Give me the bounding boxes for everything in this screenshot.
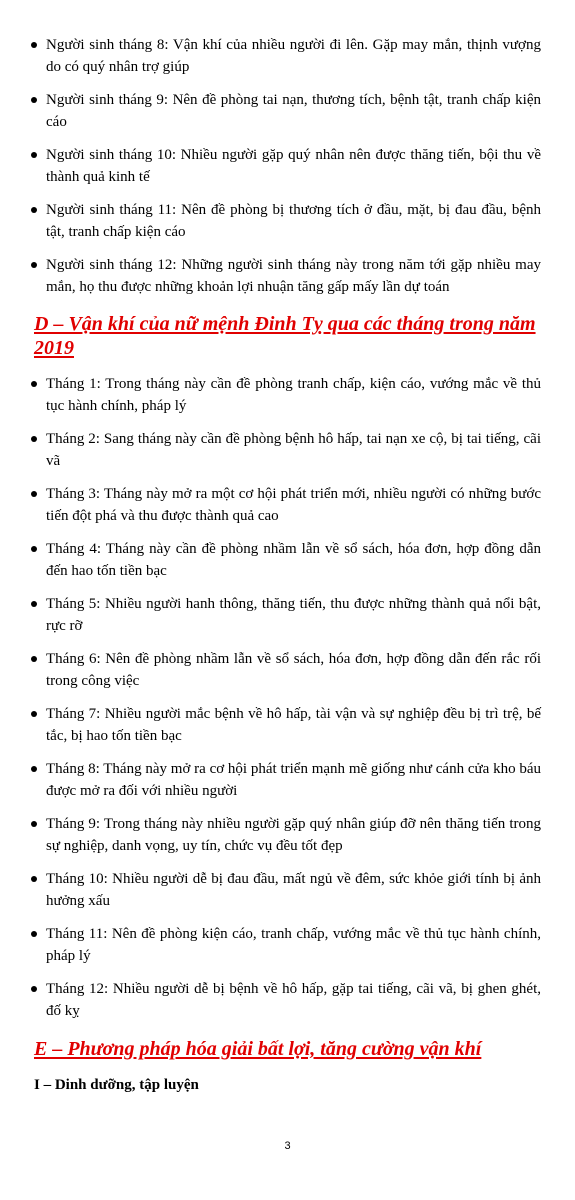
list-item [0,538,575,582]
list-item-text: Tháng 9: Trong tháng này nhiều người gặp quý nhân giúp đỡ nên thăng tiến trong sự nghiệp, danh vọng, uy tín, chức vụ đều tốt đẹp [46,816,541,854]
list-item [0,373,575,417]
bullet-icon [31,207,37,213]
list-item [0,813,575,857]
page-number: 3 [284,1140,291,1152]
bullet-icon [31,931,37,937]
list-item-text: Tháng 2: Sang tháng này cần đề phòng bệnh hô hấp, tai nạn xe cộ, bị tai tiếng, cãi vã [46,431,541,469]
list-item [0,593,575,637]
list-item-text: Người sinh tháng 11: Nên đề phòng bị thương tích ở đầu, mặt, bị đau đầu, bệnh tật, tranh chấp kiện cáo [46,202,541,240]
bullet-icon [31,262,37,268]
bullet-icon [31,656,37,662]
birth-month-list [0,34,575,309]
bullet-icon [31,381,37,387]
bullet-icon [31,491,37,497]
subsection-heading: I – Dinh dưỡng, tập luyện [34,1077,199,1093]
monthly-fortune-list [0,373,575,1033]
bullet-icon [31,97,37,103]
list-item-text: Người sinh tháng 10: Nhiều người gặp quý nhân nên được thăng tiến, bội thu về thành quả kinh tế [46,147,541,185]
list-item [0,254,575,298]
list-item-text: Tháng 1: Trong tháng này cần đề phòng tranh chấp, kiện cáo, vướng mắc về thủ tục hành chính, pháp lý [46,376,541,414]
list-item [0,868,575,912]
bullet-icon [31,876,37,882]
list-item-text: Người sinh tháng 9: Nên đề phòng tai nạn, thương tích, bệnh tật, tranh chấp kiện cáo [46,92,541,130]
list-item [0,703,575,747]
list-item-text: Tháng 8: Tháng này mở ra cơ hội phát triển mạnh mẽ giống như cánh cửa kho báu được mở ra đối với nhiều người [46,761,541,799]
bullet-icon [31,601,37,607]
section-e-heading: E – Phương pháp hóa giải bất lợi, tăng cường vận khí [34,1038,482,1060]
list-item [0,428,575,472]
list-item-text: Tháng 12: Nhiều người dễ bị bệnh về hô hấp, gặp tai tiếng, cãi vã, bị ghen ghét, đố kỵ [46,981,541,1019]
bullet-icon [31,546,37,552]
bullet-icon [31,42,37,48]
list-item [0,648,575,692]
list-item-text: Tháng 3: Tháng này mở ra một cơ hội phát triển mới, nhiều người có những bước tiến đột phá và thu được thành quả cao [46,486,541,524]
list-item [0,144,575,188]
list-item-text: Tháng 11: Nên đề phòng kiện cáo, tranh chấp, vướng mắc về thủ tục hành chính, pháp lý [46,926,541,964]
list-item [0,483,575,527]
bullet-icon [31,711,37,717]
list-item-text: Người sinh tháng 8: Vận khí của nhiều người đi lên. Gặp may mắn, thịnh vượng do có quý nhân trợ giúp [46,37,541,75]
section-d-heading: D – Vận khí của nữ mệnh Đinh Tỵ qua các tháng trong năm 2019 [34,313,536,359]
bullet-icon [31,436,37,442]
list-item-text: Người sinh tháng 12: Những người sinh tháng này trong năm tới gặp nhiều may mắn, họ thu được những khoản lợi nhuận tăng gấp mấy lần dự toán [46,257,541,295]
bullet-icon [31,766,37,772]
list-item [0,758,575,802]
list-item [0,199,575,243]
list-item-text: Tháng 4: Tháng này cần đề phòng nhầm lẫn về sổ sách, hóa đơn, hợp đồng dẫn đến hao tốn tiền bạc [46,541,541,579]
list-item [0,34,575,78]
bullet-icon [31,152,37,158]
list-item-text: Tháng 7: Nhiều người mắc bệnh về hô hấp, tài vận và sự nghiệp đều bị trì trệ, bế tắc, bị hao tốn tiền bạc [46,706,541,744]
list-item-text: Tháng 10: Nhiều người dễ bị đau đầu, mất ngủ về đêm, sức khỏe giới tính bị ảnh hưởng xấu [46,871,541,909]
list-item [0,923,575,967]
list-item [0,89,575,133]
list-item [0,978,575,1022]
bullet-icon [31,986,37,992]
list-item-text: Tháng 6: Nên đề phòng nhầm lẫn về sổ sách, hóa đơn, hợp đồng dẫn đến rắc rối trong công việc [46,651,541,689]
list-item-text: Tháng 5: Nhiều người hanh thông, thăng tiến, thu được những thành quả nổi bật, rực rỡ [46,596,541,634]
bullet-icon [31,821,37,827]
